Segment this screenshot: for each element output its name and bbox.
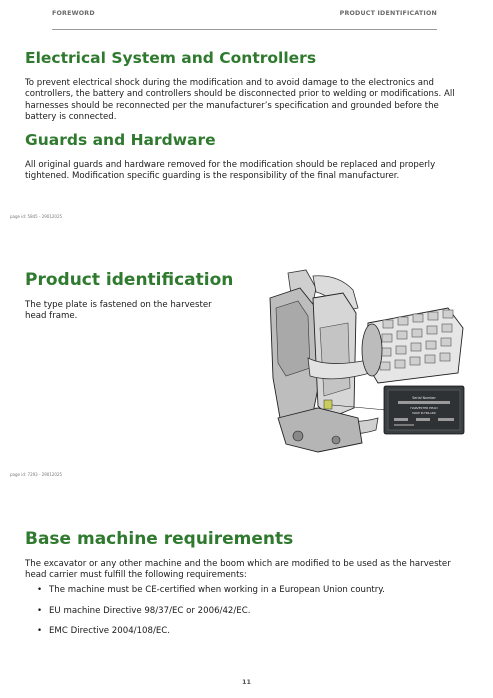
guards-body: All original guards and hardware removed for the modification should be replaced and properly tightened. Modification specific guarding is the responsibility of the final manufacturer. — [25, 160, 436, 182]
type-plate-line-1: Serial Number — [412, 396, 436, 400]
base-machine-intro: The excavator or any other machine and the boom which are modified to be used as the harvester head carrier must fulfill the following requirements: — [25, 559, 451, 581]
harvester-head-illustration — [258, 268, 473, 456]
list-item: • EMC Directive 2004/108/EC. — [37, 626, 171, 636]
guards-heading: Guards and Hardware — [25, 131, 216, 149]
guards-page-id: page id: 5845 - 29012025 — [10, 214, 63, 219]
product-identification-page-id: page id: 7293 - 29012025 — [10, 472, 63, 477]
electrical-heading: Electrical System and Controllers — [25, 49, 317, 67]
requirements-list — [25, 585, 385, 647]
type-plate-line-2: HARVESTER HEAD — [410, 406, 438, 410]
product-identification-heading: Product identification — [25, 270, 234, 290]
header-chapter-label: PRODUCT IDENTIFICATION — [339, 10, 437, 17]
page-number: 11 — [241, 678, 252, 686]
list-item: • The machine must be CE-certified when working in a European Union country. — [37, 585, 385, 595]
product-identification-body: The type plate is fastened on the harvester head frame. — [25, 300, 212, 322]
list-item: • EU machine Directive 98/37/EC or 2006/42/EC. — [37, 605, 251, 616]
header-section-label: FOREWORD — [52, 10, 95, 17]
bullet-icon: • — [37, 605, 43, 616]
header-rule — [52, 29, 437, 30]
electrical-body: To prevent electrical shock during the modification and to avoid damage to the electronics and controllers, the battery and controllers should be disconnected prior to welding or modifications. All harnesses should be reconnected per the manufacturer’s specification and grounded before the battery is connected. — [25, 78, 455, 123]
bullet-icon: • — [37, 585, 43, 595]
base-machine-heading: Base machine requirements — [25, 529, 294, 549]
bullet-icon: • — [37, 626, 43, 636]
type-plate-line-3: MADE IN FINLAND — [412, 412, 436, 415]
